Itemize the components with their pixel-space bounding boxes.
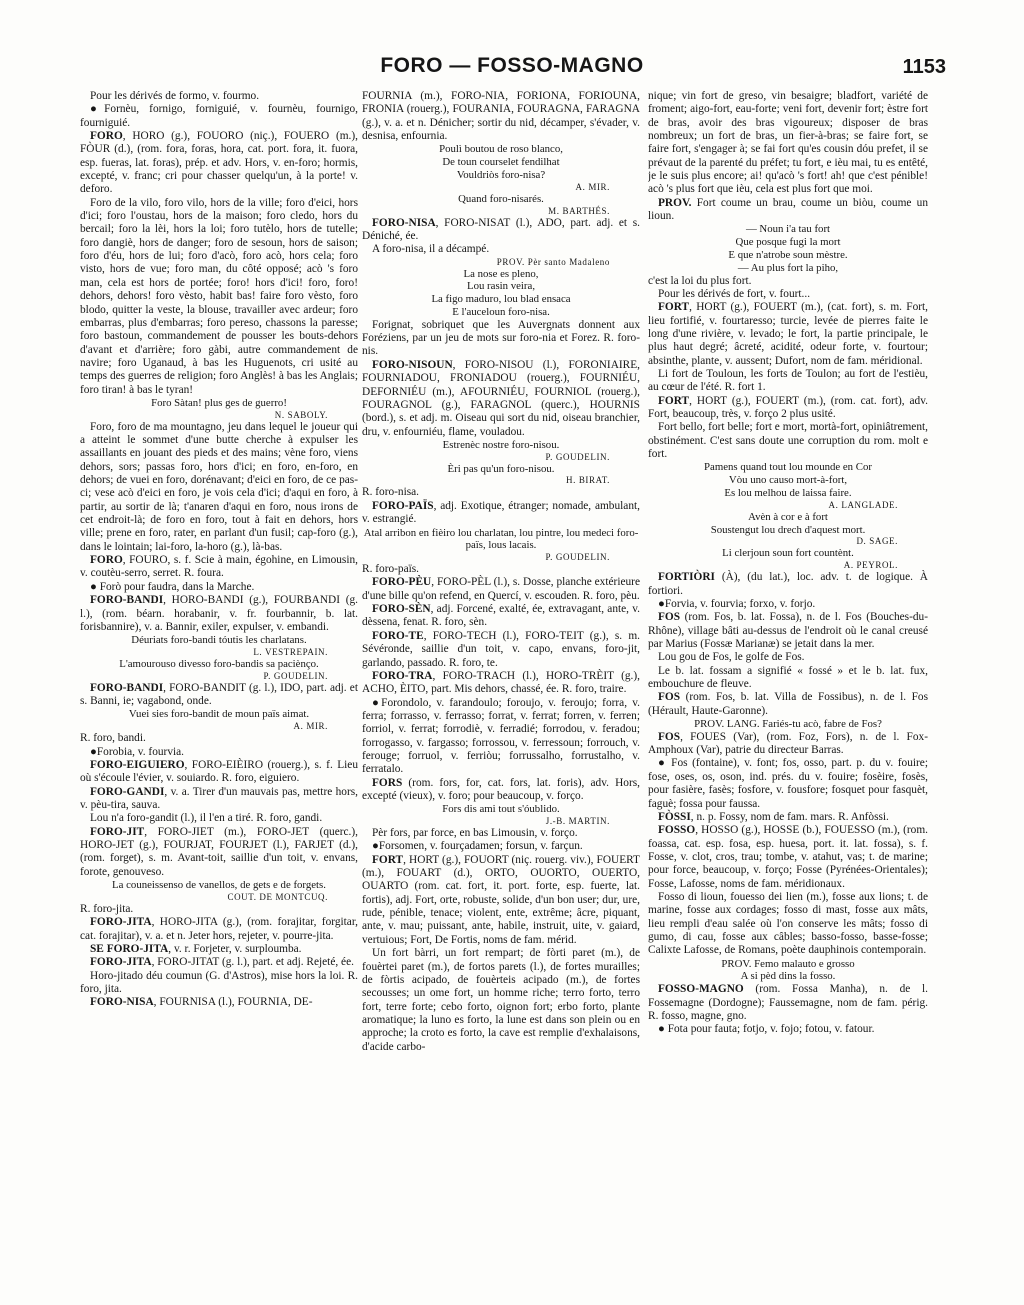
entry-paragraph: FORO, FOURO, s. f. Scie à main, égohine, en Limousin, v. coutèu-serro, serret. R. foura. <box>80 554 358 580</box>
entry-paragraph: PROV. Fort coume un brau, coume un biòu, coume un lioun. <box>648 196 928 223</box>
entry-paragraph: Forignat, sobriquet que les Auvergnats donnent aux Foréziens, par un jeu de mots sur foro-nia et Forez. R. foro-nis. <box>362 318 640 358</box>
citation-author: J.-B. MARTIN. <box>545 816 610 827</box>
continued-text: R. foro-jita. <box>80 902 134 915</box>
citation-author: A. PEYROL. <box>843 560 898 571</box>
entry-paragraph: FORO, HORO (g.), FOUORO (niç.), FOUERO (m.), FÒUR (d.), (rom. fora, foras, hora, cat. port. fora, it. fuora, esp. fueras, lat. foras), prép. et adv. Hors, v. en-foro; hormis, excepté, v. franc; cri pour chasser quelqu'un, à la porte! v. deforo. <box>80 130 358 196</box>
entry-paragraph: ●Forvia, v. fourvia; forxo, v. forjo. <box>658 597 816 610</box>
citation: Pamens quand tout lou mounde en Cor Vòu uno causo mort-à-fort, Es lou melhou de laissa faire. <box>704 461 872 500</box>
entry-paragraph: ● Fota pour fauta; fotjo, v. fojo; fotou, v. fatour. <box>658 1023 875 1036</box>
citation: Vuei sies foro-bandit de moun païs aimat. <box>128 708 310 721</box>
entry-paragraph: FORO-JIT, FORO-JIET (m.), FORO-JET (querc.), HORO-JET (g.), FOURJAT, FOURJET (l.), FARJET (d.), (rom. forget), s. m. Avant-toit, saillie d'un toit, v. envans, forote, genouveso. <box>80 825 358 878</box>
entry-paragraph: Foro, foro de ma mountagno, jeu dans lequel le joueur qui a atteint le sommet d'une butte cherche à expulser les assaillants en jouant des pieds et des mains; vène foro, viens dehors, sors; passas foro, hors d'ici; en foro, en-foro, en dehors; de vuei en foro, dorénavant; d'eici en foro, de ce pas-ci; vese acò d'eici en foro, je vois cela d'ici; d'aqui en foro, à partir, au sortir de là; t'anaren d'aqui en foro, nous irons de cet endroit-là; de foro en foro, tout à fait en dehors, hors ville; prene en foro, rater, en parlant d'un fusil; cap-foro (g.), dans le lointain; lai-foro, la-horo (g.), là-bas. <box>80 420 358 553</box>
entry-paragraph: FORO-TE, FORO-TECH (l.), FORO-TEIT (g.), s. m. Sévéronde, saillie d'un toit, v. capo, envans, foro-jit, garlando, passado. R. foro, te. <box>362 629 640 669</box>
citation: Estrenèc nostre foro-nisou. <box>442 438 560 451</box>
entry-paragraph: Un fort bàrri, un fort rempart; de fòrti paret (m.), de fouèrtei paret (m.), de fortos parets (l.), de fortes murailles; de fòrtis acipado, de fouèrteis acipado (m.), de fortes secousses; un ome fort, un homme riche; terro forto, terro fort, terre forte; cebo forto, oignon fort; erbo forto, plante aromatique; la luno es forto, la lune est dans son plein ou en approche; la croto es forto, la cave est remplie d'exhalaisons, d'acide carbo- <box>362 947 640 1053</box>
entry-paragraph: FORT, HORT (g.), FOUERT (m.), (cat. fort), s. m. Fort, lieu fortifié, v. fourtaresso; turcie, levée de pierres faite le long d'une rivière, v. levado; le fort, la partie principale, le plus haut degré; âcreté, acidité, odeur forte, v. fourtour; absinthe, plante, v. aussent; Dufort, nom de fam. méridional. <box>648 301 928 367</box>
entry-paragraph: Fosso di lioun, fouesso dei lien (m.), fosse aux lions; t. de marine, fosse aux cordages; fosso di mast, fosse aux mâts, lieu rempli d'eau salée où l'on conserve les mâts; fosso di gumo, di cau, fosse aux câbles; basso-fosso, basse-fosse; Calixte Lafosse, de Romans, poète dauphinois contemporain. <box>648 890 928 957</box>
entry-paragraph: FORO-GANDI, v. a. Tirer d'un mauvais pas, mettre hors, v. pèu-tira, sauva. <box>80 785 358 811</box>
page-header <box>80 54 944 84</box>
entry-paragraph: FORO-SÈN, adj. Forcené, exalté, ée, extravagant, ante, v. dèssena, fenat. R. foro, sèn. <box>362 603 640 629</box>
citation: Fors dis ami tout s'óublido. <box>442 803 560 816</box>
entry-paragraph: FORO-JITA, FORO-JITAT (g. l.), part. et adj. Rejeté, ée. <box>90 956 354 969</box>
continued-text: c'est la loi du plus fort. <box>648 274 752 287</box>
citation: Èri pas qu'un foro-nisou. <box>447 462 555 475</box>
entry-paragraph: FORO-BANDI, HORO-BANDI (g.), FOURBANDI (g. l.), (rom. béarn. horabanir, v. fr. fourbannir, b. lat. forisbannire), v. a. Bannir, exiler, expulser, v. embandi. <box>80 594 358 633</box>
citation-author: M. BARTHÉS. <box>548 205 610 216</box>
citation-author: H. BIRAT. <box>566 475 610 486</box>
citation: Atal arribon en fièiro lou charlatan, lou pintre, lou medeci foro-païs, lous lacais. <box>363 526 639 552</box>
entry-paragraph: FORO-NISA, FOURNISA (l.), FOURNIA, DE- <box>90 996 313 1009</box>
entry-paragraph: FOS, FOUES (Var), (rom. Foz, Fors), n. de l. Fox-Amphoux (Var), patrie du directeur Barras. <box>648 730 928 757</box>
continued-text: R. foro-nisa. <box>362 486 420 499</box>
citation-author: A. MIR. <box>293 721 328 732</box>
entry-paragraph: Fort bello, fort belle; fort e mort, mortà-fort, opiniâtrement, obstinément. C'est sans doute une corruption du rom. molt e fort. <box>648 421 928 461</box>
entry-paragraph: ● Fos (fontaine), v. font; fos, osso, part. p. du v. fouire; fose, oses, os, oson, ind. prés. du v. fouire; fosèire, fosès, pour fasière, fasès; fosfore, v. fousfore; fosquet pour fasquèt, faguè; fossa pour faussa. <box>648 757 928 810</box>
citation-author: N. SABOLY. <box>274 409 328 420</box>
entry-paragraph: Lou gou de Fos, le golfe de Fos. <box>658 651 805 664</box>
entry-paragraph: ●Forobia, v. fourvia. <box>90 745 185 758</box>
continued-text: FOURNIA (m.), FORO-NIA, FORIONA, FORIOUNA, FRONIA (rouerg.), FOURANIA, FOURAGNA, FARAGNA (g.), v. a. et n. Dénicher; sortir du nid, décamper, s'évader, v. desnisa, enfournia. <box>362 90 640 143</box>
entry-paragraph: FORT, HORT (g.), FOUERT (m.), (rom. cat. fort), adv. Fort, beaucoup, très, v. forço 2 plus usité. <box>648 394 928 421</box>
entry-paragraph: FOSSO, HOSSO (g.), HOSSE (b.), FOUESSO (m.), (rom. foassa, cat. esp. fosa, esp. huesa, port. it. lat. fossa), s. f. Fosse, v. clot, cros, trau; tombe, v. atahut, vas; t. de marine; pour force, beaucoup, v. forço; Fosse (Pyrénées-Orientales); Fosse, Lafosse, noms de fam. méridionaux. <box>648 824 928 890</box>
citation-author: P. GOUDELIN. <box>545 552 610 563</box>
entry-paragraph: FOS (rom. Fos, b. lat. Fossa), n. de l. Fos (Bouches-du-Rhône), village bâti au-dessus de l'endroit où le canal creusé par Marius (Fossæ Marianæ) se jetait dans la mer. <box>648 611 928 650</box>
entry-paragraph: FORO-PÈU, FORO-PÈL (l.), s. Dosse, planche extérieure d'une bille qu'on refend, en Quercí, v. escouden. R. foro, pèu. <box>362 576 640 602</box>
continued-text: R. foro, bandi. <box>80 732 146 745</box>
entry-paragraph: FORS (rom. fors, for, cat. fors, lat. foris), adv. Hors, excepté (vieux), v. foro; pour beaucoup, v. forço. <box>362 776 640 802</box>
citation: Déuriats foro-bandi tóutis les charlatans. <box>131 634 307 647</box>
entry-paragraph: FÒSSI, n. p. Fossy, nom de fam. mars. R. Anfòssi. <box>658 810 889 823</box>
entry-paragraph: Li fort de Touloun, les forts de Toulon; au fort de l'estièu, au cœur de l'été. R. fort 1. <box>648 368 928 394</box>
citation: La nose es pleno, Lou rasin veira, La figo maduro, lou blad ensaca E l'auceloun foro-nisa. <box>431 267 571 318</box>
entry-paragraph: Pour les dérivés de fort, v. fourt... <box>658 287 811 300</box>
citation: Li clerjoun soun fort countènt. <box>722 547 854 560</box>
entry-paragraph: Lou n'a foro-gandit (l.), il l'en a tiré. R. foro, gandi. <box>90 812 323 825</box>
citation: PROV. Femo malauto e grosso A si pèd dins la fosso. <box>721 957 855 983</box>
citation-author: A. MIR. <box>575 181 610 192</box>
page-number: 1153 <box>902 56 946 78</box>
running-title: FORO — FOSSO-MAGNO <box>380 54 644 77</box>
entry-paragraph: ● Forò pour faudra, dans la Marche. <box>90 580 255 593</box>
entry-paragraph: Pour les dérivés de formo, v. fourmo. <box>90 90 260 102</box>
entry-paragraph: FORT, HORT (g.), FOUORT (niç. rouerg. viv.), FOUERT (m.), FOUART (d.), ORTO, OUORTO, OUERTO, OUARTO (rom. cat. fort, it. port. forte, esp. fuerte, lat. fortis), adj. Fort, orte, robuste, solide, d'un bon user; dur, ure, rude, pénible, tenace; violent, ente, extrême; âcre, piquant, ante, v. mau; puissant, ante, habile, instruit, uite, v. gaiard, vertuious; Fort, De Fortis, noms de fam. mérid. <box>362 853 640 946</box>
citation-author: A. LANGLADE. <box>828 499 898 510</box>
entry-paragraph: ●Forondolo, v. farandoulo; foroujo, v. feroujo; forra, v. ferra; forrasso, v. ferrasso; forrat, v. ferrat; forren, v. ferren; forriol, v. ferrat; forrodiè, v. ferradié; forrodou, v. feradou; forrogasso, v. fargasso; forrossou, v. ferressoun; forrouch, v. ferouge; forruol, v. ferriòu; forrussalho, forrustalho, v. ferratalo. <box>362 696 640 776</box>
continued-text: nique; vin fort de greso, vin besaigre; bladfort, variété de froment; aigo-fort, eau-forte; veni fort, devenir fort; èstre fort de bras, avoir des bras vigoureux; disposer de bras nombreux; un fort de bras, un fier-à-bras; se faire fort, se faire fort, s'engager à; se fai fort qu'es cousin dóu prefet, il se prévaut de la parenté du préfet; tu fort, e ièu mai, tu es entêté, je le suis plus encore; ai! qu'acò 's fort! ah! que c'est pénible! acò 's plus fort que ièu, cela est plus fort que moi. <box>648 90 928 196</box>
entry-paragraph: Pèr fors, par force, en bas Limousin, v. forço. <box>372 827 578 840</box>
entry-paragraph: FORO-TRA, FORO-TRACH (l.), HORO-TRÈIT (g.), ACHO, ÈITO, part. Mis dehors, chassé, ée. R. foro, traire. <box>362 669 640 696</box>
entry-paragraph: FORO-EIGUIERO, FORO-EIÈIRO (rouerg.), s. f. Lieu où s'écoule l'évier, v. souiardo. R. foro, eiguiero. <box>80 758 358 785</box>
entry-paragraph: Foro de la vilo, foro vilo, hors de la ville; foro d'eici, hors d'ici; foro l'oustau, hors de la maison; foro cledo, hors du bercail; foro la lèi, hors la loi; foro tutèlo, hors de tutelle; foro dangiè, hors de danger; foro de sesoun, hors de saison; foro d'éu, hors de lui; foro d'acò, foro acò, hors cela; foro visto, hors de vue; foro man, du côté opposé; acò 's foro man, cela est hors de portée; foro! hors d'ici! foro, foro! dehors, dehors! foro vèsto, habit bas! faire foro vèsto, foro blodo, quitter la veste, la blouse, travailler avec ardeur; foro embarras, plus d'embarras; foro pereso, chassons la paresse; foro bastoun, commandement de pousser les bouts-dehors d'avant et d'arrière; foro gàbi, autre commandement de navire; foro Uganaud, à bas les Huguenots, cri usité au temps des guerres de religion; foro Anglès! à bas les Anglais; foro tiran! à bas le tyran! <box>80 196 358 396</box>
citation-author: L. VESTREPAIN. <box>253 647 328 657</box>
column-2 <box>362 90 640 1290</box>
entry-paragraph: FOS (rom. Fos, b. lat. Villa de Fossibus), n. de l. Fos (Hérault, Haute-Garonne). <box>648 691 928 717</box>
entry-paragraph: FORO-BANDI, FORO-BANDIT (g. l.), IDO, part. adj. et s. Banni, ie; vagabond, onde. <box>80 681 358 708</box>
citation: — Noun i'a tau fort Que posque fugi la mort E que n'atrobe soun mèstre. <box>728 223 848 262</box>
entry-paragraph: FORTIÒRI (À), (du lat.), loc. adv. t. de logique. À fortiori. <box>648 571 928 597</box>
citation: PROV. LANG. Fariés-tu acò, fabre de Fos? <box>694 718 882 730</box>
citation: L'amourouso divesso foro-bandis sa paciènço. <box>119 658 319 670</box>
citation: Avèn à cor e à fort Soustengut lou drech d'aquest mort. <box>710 510 866 536</box>
entry-paragraph: ●Forsomen, v. fourçadamen; forsun, v. farçun. <box>372 840 583 853</box>
column-1 <box>80 90 358 1290</box>
citation-author: P. GOUDELIN. <box>263 670 328 681</box>
citation: Foro Sàtan! plus ges de guerro! <box>151 396 287 409</box>
entry-paragraph: FORO-JITA, HORO-JITA (g.), (rom. forajitar, forgitar, cat. forajitar), v. a. et n. Jeter hors, rejeter, v. pourre-jita. <box>80 916 358 942</box>
citation: La couneissenso de vanellos, de gets e de forgets. <box>112 879 326 892</box>
citation: — Au plus fort la piho, <box>737 261 839 274</box>
continued-text: R. foro-païs. <box>362 563 420 576</box>
entry-paragraph: FORO-NISOUN, FORO-NISOU (l.), FORONIAIRE, FOURNIADOU, FRONIADOU (rouerg.), FOURNIÉU, DEFORNIÉU (m.), AFOURNIÉU, FOURNIOL (rouerg.), FOURAGNOL (g.), FARAGNOL (querc.), HOURNIS (bord.), s. et adj. m. Oiseau qui sort du nid, oiseau branchier, dru, v. enfourniéu, flame, vouladou. <box>362 358 640 438</box>
entry-paragraph: Horo-jitado déu coumun (G. d'Astros), mise hors la loi. R. foro, jita. <box>80 969 358 995</box>
citation: Poulì boutou de roso blanco, De toun courselet fendilhat Vouldriòs foro-nisa? <box>439 143 563 181</box>
citation-author: P. GOUDELIN. <box>545 451 610 462</box>
citation-author: D. SAGE. <box>856 536 898 547</box>
entry-paragraph: FORO-PAÏS, adj. Exotique, étranger; nomade, ambulant, v. estrangié. <box>362 499 640 526</box>
entry-paragraph: Le b. lat. fossam a signifié « fossé » et le b. lat. fux, embouchure de fleuve. <box>648 664 928 690</box>
entry-paragraph: FORO-NISA, FORO-NISAT (l.), ADO, part. adj. et s. Déniché, ée. <box>362 216 640 242</box>
citation-author: PROV. Pèr santo Madaleno <box>496 256 610 267</box>
column-3 <box>648 90 928 1290</box>
entry-paragraph: A foro-nisa, il a décampé. <box>372 243 490 256</box>
entry-paragraph: ●Fornèu, fornigo, forniguié, v. fournèu, fournigo, fourniguié. <box>80 103 358 129</box>
citation-author: COUT. DE MONTCUQ. <box>227 891 328 902</box>
entry-paragraph: FOSSO-MAGNO (rom. Fossa Manha), n. de l. Fossemagne (Dordogne); Faussemagne, nom de fam. périg. R. fosso, magne, gno. <box>648 983 928 1022</box>
entry-paragraph: SE FORO-JITA, v. r. Forjeter, v. surploumba. <box>90 942 302 955</box>
citation: Quand foro-nisarés. <box>458 192 544 205</box>
